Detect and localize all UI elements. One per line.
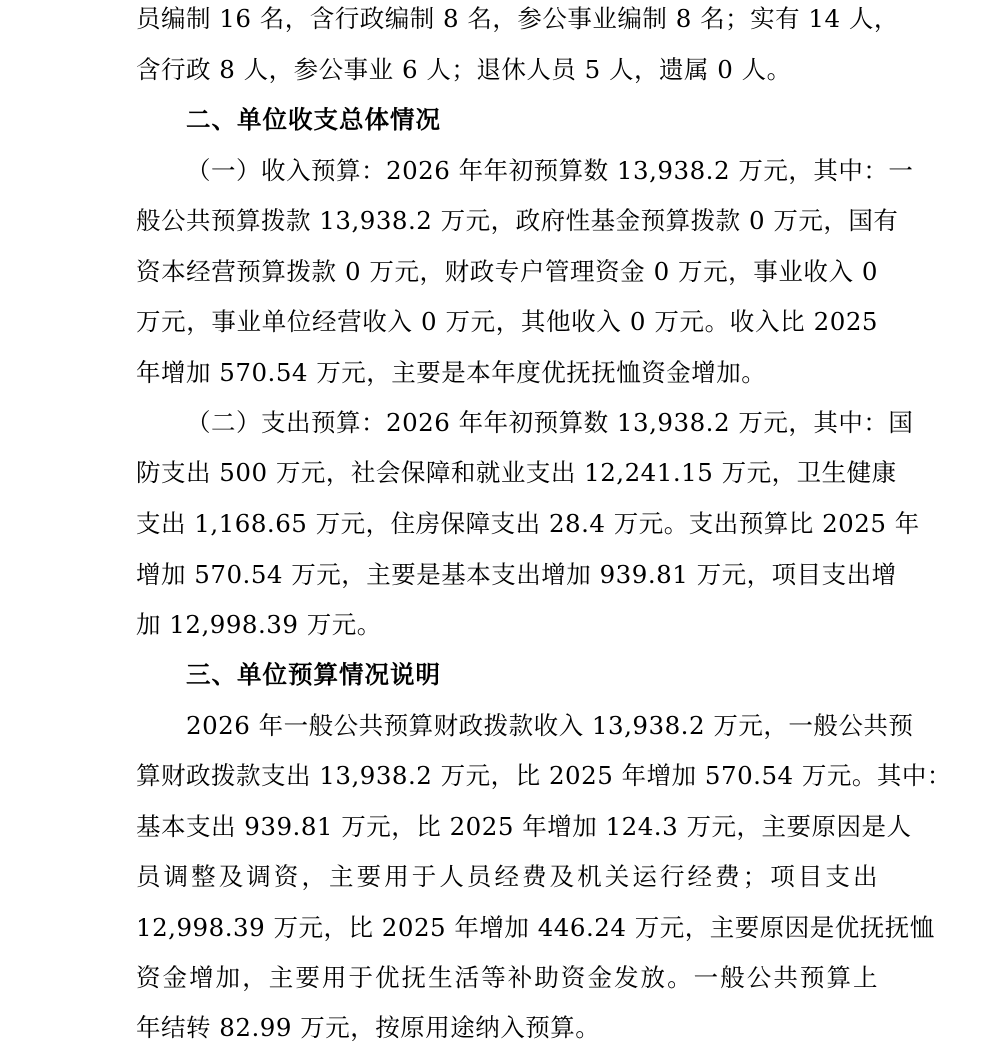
text-line: 含行政 8 人，参公事业 6 人；退休人员 5 人，遗属 0 人。 [136, 55, 792, 84]
text-line: 支出 1,168.65 万元，住房保障支出 28.4 万元。支出预算比 2025 年 [136, 509, 920, 538]
text-line: 2026 年一般公共预算财政拨款收入 13,938.2 万元，一般公共预 [186, 711, 914, 740]
text-line: 员编制 16 名，含行政编制 8 名，参公事业编制 8 名；实有 14 人， [136, 4, 899, 33]
text-line: （二）支出预算：2026 年年初预算数 13,938.2 万元，其中：国 [186, 408, 914, 437]
text-line: 基本支出 939.81 万元，比 2025 年增加 124.3 万元，主要原因是人 [136, 812, 912, 841]
text-line: 资金增加，主要用于优抚生活等补助资金发放。一般公共预算上 [136, 963, 878, 992]
text-line: 12,998.39 万元，比 2025 年增加 446.24 万元，主要原因是优抚抚恤 [136, 913, 935, 942]
text-line: 万元，事业单位经营收入 0 万元，其他收入 0 万元。收入比 2025 [136, 307, 878, 336]
section-heading: 三、单位预算情况说明 [186, 660, 441, 689]
text-line: 加 12,998.39 万元。 [136, 610, 382, 639]
section-heading: 二、单位收支总体情况 [186, 105, 441, 134]
text-line: 增加 570.54 万元，主要是基本支出增加 939.81 万元，项目支出增 [136, 560, 897, 589]
text-line: 资本经营预算拨款 0 万元，财政专户管理资金 0 万元，事业收入 0 [136, 257, 878, 286]
text-line: 算财政拨款支出 13,938.2 万元，比 2025 年增加 570.54 万元。其中： [136, 761, 952, 790]
text-line: （一）收入预算：2026 年年初预算数 13,938.2 万元，其中：一 [186, 156, 914, 185]
text-line: 般公共预算拨款 13,938.2 万元，政府性基金预算拨款 0 万元，国有 [136, 206, 899, 235]
text-line: 防支出 500 万元，社会保障和就业支出 12,241.15 万元，卫生健康 [136, 458, 897, 487]
text-line: 员调整及调资，主要用于人员经费及机关运行经费；项目支出 [136, 862, 878, 891]
text-line: 年结转 82.99 万元，按原用途纳入预算。 [136, 1013, 601, 1042]
text-line: 年增加 570.54 万元，主要是本年度优抚抚恤资金增加。 [136, 358, 767, 387]
